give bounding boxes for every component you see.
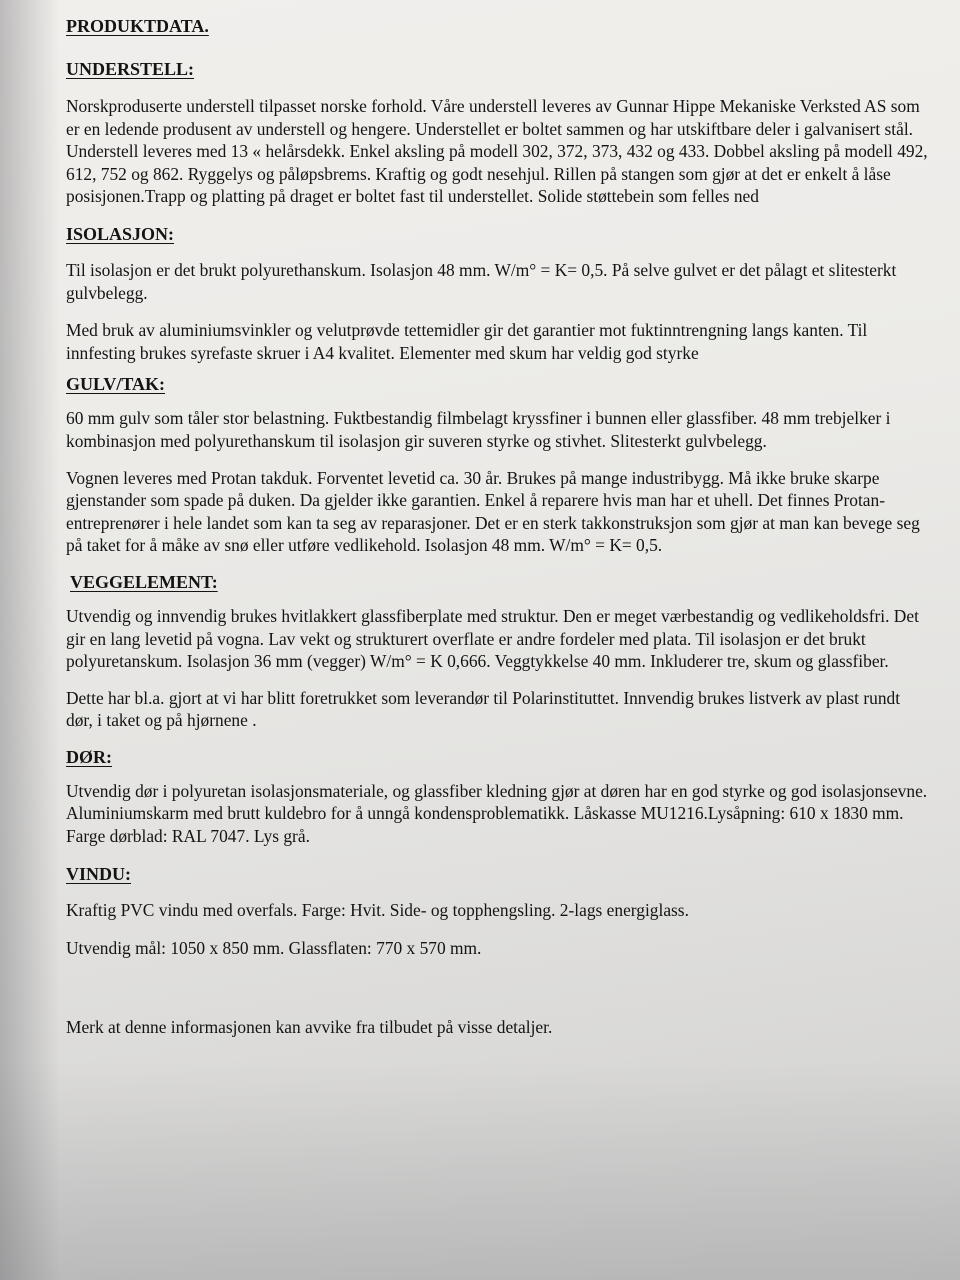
section-heading-gulv-tak: GULV/TAK: [66,374,166,395]
document-page [66,10,931,1038]
paragraph-isolasjon-1: Til isolasjon er det brukt polyurethanskum. Isolasjon 48 mm. W/m° = K= 0,5. På selve gulvet er det pålagt et slitesterkt gulvbelegg. [66,259,897,303]
section-heading-vindu: VINDU: [66,863,131,884]
paragraph-vindu-1: Kraftig PVC vindu med overfals. Farge: Hvit. Side- og topphengsling. 2-lags energiglass. [66,899,689,920]
section-heading-veggelement: VEGGELEMENT: [70,571,218,592]
section-heading-dor: DØR: [66,746,112,767]
paragraph-gulv-tak-2: Vognen leveres med Protan takduk. Forventet levetid ca. 30 år. Brukes på mange industribygg. Må ikke bruke skarpe gjenstander som spade på duken. Da gjelder ikke garantien. Enkel å reparere hvis man har et uhell. Det finnes Protan-entreprenører i hele landet som kan ta seg av reparasjoner. Det er en sterk takkonstruksjon som gjør at man kan bevege seg på taket for å måke av snø eller utføre vedlikehold. Isolasjon 48 mm. W/m° = K= 0,5. [66,467,920,556]
disclaimer-note: Merk at denne informasjonen kan avvike fra tilbudet på visse detaljer. [66,1016,553,1037]
section-heading-understell: UNDERSTELL: [66,59,195,79]
paragraph-veggelement-2: Dette har bl.a. gjort at vi har blitt foretrukket som leverandør til Polarinstituttet. Innvendig brukes listverk av plast rundt dør, i taket og på hjørnene . [66,687,901,731]
paragraph-vindu-2: Utvendig mål: 1050 x 850 mm. Glassflaten: 770 x 570 mm. [66,938,482,959]
page-shadow-bottom [0,1060,960,1280]
section-heading-isolasjon: ISOLASJON: [66,223,175,244]
paragraph-dor: Utvendig dør i polyuretan isolasjonsmateriale, og glassfiber kledning gjør at døren har en god styrke og god isolasjonsevne. Aluminiumskarm med brutt kuldebro for å unngå kondensproblematikk. Låskasse MU1216.Lysåpning: 610 x 1830 mm. Farge dørblad: RAL 7047. Lys grå. [66,780,928,847]
paragraph-isolasjon-2: Med bruk av aluminiumsvinkler og velutprøvde tettemidler gir det garantier mot fuktinntrengning langs kanten. Til innfesting brukes syrefaste skruer i A4 kvalitet. Elementer med skum har veldig god styrke [66,320,868,363]
document-title: PRODUKTDATA. [66,16,209,36]
page-shadow-left [0,0,60,1280]
paragraph-understell: Norskproduserte understell tilpasset norske forhold. Våre understell leveres av Gunnar Hippe Mekaniske Verksted AS som er en ledende produsent av understell og hengere. Understellet er boltet sammen og har utskiftbare deler i galvanisert stål. Understell leveres med 13 « helårsdekk. Enkel aksling på modell 302, 372, 373, 432 og 433. Dobbel aksling på modell 492, 612, 752 og 862. Ryggelys og påløpsbrems. Kraftig og godt nesehjul. Rillen på stangen som gjør at det er enkelt å låse posisjonen.Trapp og platting på draget er boltet fast til understellet. Solide støttebein som felles ned [66,96,928,207]
paragraph-veggelement-1: Utvendig og innvendig brukes hvitlakkert glassfiberplate med struktur. Den er meget værbestandig og vedlikeholdsfri. Det gir en lang levetid på vogna. Lav vekt og strukturert overflate er andre fordeler med plata. Til isolasjon er det brukt polyuretanskum. Isolasjon 36 mm (vegger) W/m° = K 0,666. Veggtykkelse 40 mm. Inkluderer tre, skum og glassfiber. [66,605,919,672]
paragraph-gulv-tak-1: 60 mm gulv som tåler stor belastning. Fuktbestandig filmbelagt kryssfiner i bunnen eller glassfiber. 48 mm trebjelker i kombinasjon med polyurethanskum til isolasjon gir suveren styrke og stivhet. Slitesterkt gulvbelegg. [66,408,891,451]
